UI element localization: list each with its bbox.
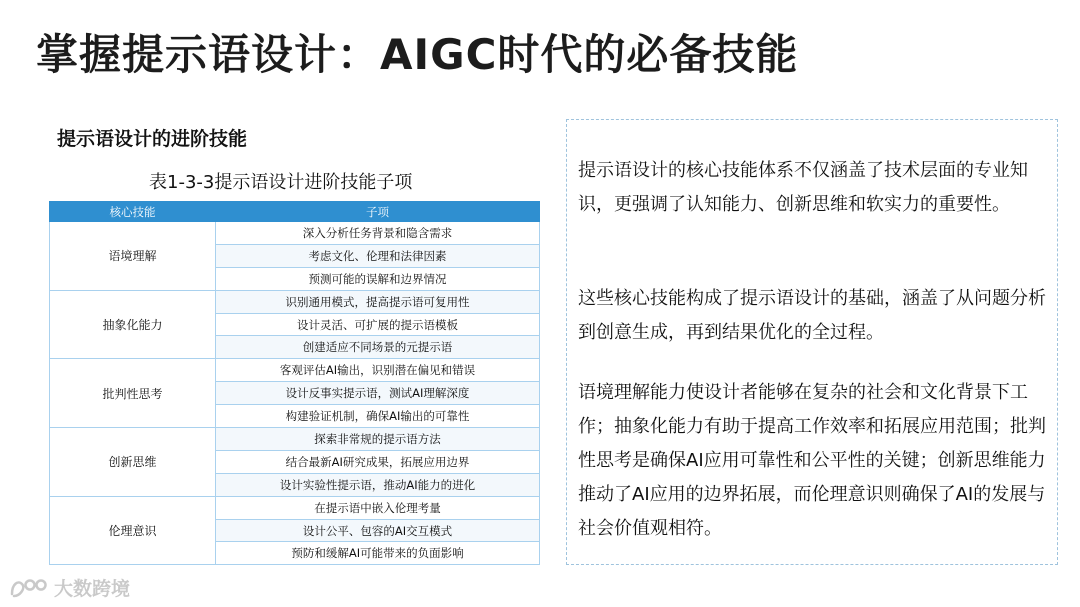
column-header-subitem: 子项 bbox=[216, 202, 540, 222]
table-row bbox=[50, 496, 540, 519]
skills-table bbox=[49, 201, 540, 565]
table-row bbox=[50, 428, 540, 451]
subitem-cell: 构建验证机制，确保AI输出的可靠性 bbox=[216, 405, 540, 428]
subitem-cell: 探索非常规的提示语方法 bbox=[216, 428, 540, 451]
subitem-cell: 设计公平、包容的AI交互模式 bbox=[216, 519, 540, 542]
page-title: 掌握提示语设计：AIGC时代的必备技能 bbox=[36, 30, 799, 79]
table-caption: 表1-3-3提示语设计进阶技能子项 bbox=[149, 172, 413, 193]
subitem-cell: 在提示语中嵌入伦理考量 bbox=[216, 496, 540, 519]
summary-paragraph: 这些核心技能构成了提示语设计的基础，涵盖了从问题分析到创意生成，再到结果优化的全过程。 bbox=[578, 288, 1046, 343]
skill-cell: 伦理意识 bbox=[50, 496, 216, 565]
subitem-cell: 设计实验性提示语，推动AI能力的进化 bbox=[216, 473, 540, 496]
column-header-skill: 核心技能 bbox=[50, 202, 216, 222]
brand-logo-icon bbox=[8, 576, 50, 600]
subitem-cell: 设计灵活、可扩展的提示语模板 bbox=[216, 313, 540, 336]
summary-paragraph: 提示语设计的核心技能体系不仅涵盖了技术层面的专业知识，更强调了认知能力、创新思维和软实力的重要性。 bbox=[578, 160, 1028, 215]
subitem-cell: 创建适应不同场景的元提示语 bbox=[216, 336, 540, 359]
table-header-row bbox=[50, 202, 540, 222]
table-row bbox=[50, 359, 540, 382]
skill-cell: 抽象化能力 bbox=[50, 290, 216, 359]
summary-paragraph: 语境理解能力使设计者能够在复杂的社会和文化背景下工作；抽象化能力有助于提高工作效率和拓展应用范围；批判性思考是确保AI应用可靠性和公平性的关键；创新思维能力推动了AI应用的边界拓展，而伦理意识则确保了AI的发展与社会价值观相符。 bbox=[578, 382, 1046, 539]
section-title: 提示语设计的进阶技能 bbox=[57, 128, 248, 150]
subitem-cell: 客观评估AI输出，识别潜在偏见和错误 bbox=[216, 359, 540, 382]
subitem-cell: 预防和缓解AI可能带来的负面影响 bbox=[216, 542, 540, 565]
subitem-cell: 识别通用模式，提高提示语可复用性 bbox=[216, 290, 540, 313]
watermark-text: 大数跨境 bbox=[54, 578, 131, 600]
skill-cell: 批判性思考 bbox=[50, 359, 216, 428]
table-row bbox=[50, 290, 540, 313]
skill-cell: 创新思维 bbox=[50, 428, 216, 497]
subitem-cell: 预测可能的误解和边界情况 bbox=[216, 267, 540, 290]
watermark bbox=[8, 574, 130, 601]
subitem-cell: 深入分析任务背景和隐含需求 bbox=[216, 222, 540, 245]
subitem-cell: 考虑文化、伦理和法律因素 bbox=[216, 244, 540, 267]
subitem-cell: 结合最新AI研究成果，拓展应用边界 bbox=[216, 450, 540, 473]
skill-cell: 语境理解 bbox=[50, 222, 216, 291]
subitem-cell: 设计反事实提示语，测试AI理解深度 bbox=[216, 382, 540, 405]
table-row bbox=[50, 222, 540, 245]
